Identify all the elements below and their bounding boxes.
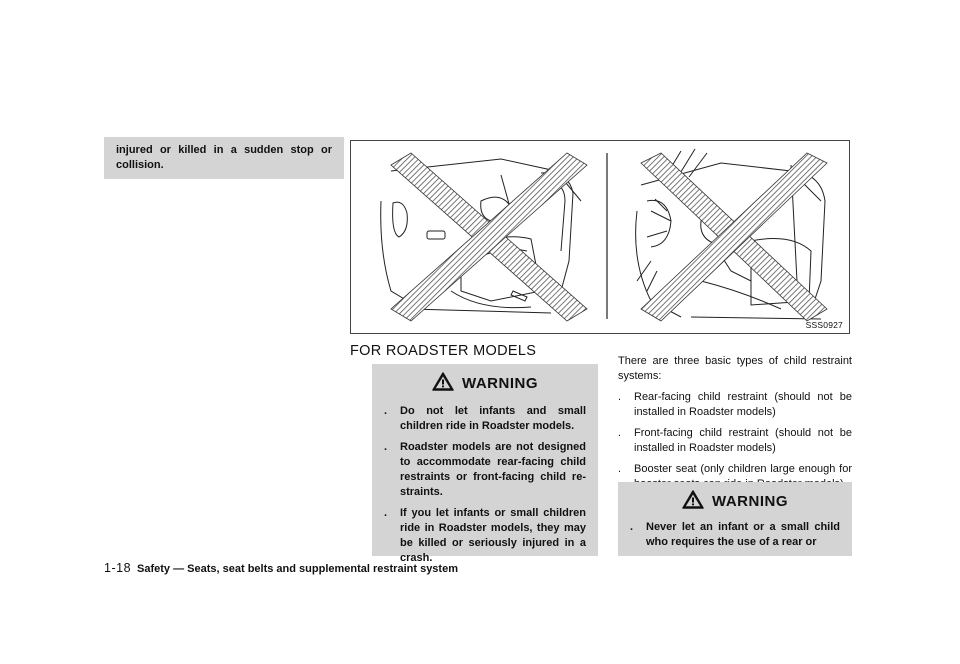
list-item: . Front-facing child restraint (should not be installed in Roadster models) <box>618 427 852 454</box>
warning-triangle-icon <box>682 490 704 513</box>
illustration-drawing <box>351 141 849 333</box>
warning-title: WARNING <box>462 375 538 392</box>
warning-list <box>630 520 840 556</box>
warning-item: . Do not let infants and small children ride in Roadster models. <box>384 405 586 432</box>
left-prohibition-x <box>391 153 587 321</box>
child-restraint-illustration <box>350 140 850 334</box>
warning-box-infant <box>618 482 852 556</box>
right-prohibition-x <box>641 153 827 321</box>
warning-header <box>372 372 598 395</box>
chapter-title: Safety — Seats, seat belts and supplemental restraint system <box>137 563 458 575</box>
intro-paragraph: There are three basic types of child restraint systems: <box>618 355 852 382</box>
section-heading: FOR ROADSTER MODELS <box>350 343 537 359</box>
warning-item: . If you let infants or small children ride in Roadster models, they may be killed or seriously injured in a crash. <box>384 507 586 564</box>
list-item: . Booster seat (only children large enough for <box>618 463 852 475</box>
figure-code: SSS0927 <box>805 320 843 330</box>
warning-continuation-box <box>104 137 344 179</box>
warning-header <box>618 490 852 513</box>
warning-triangle-icon <box>432 372 454 395</box>
warning-continuation-text: injured or killed in a sudden stop or collision. <box>116 144 332 171</box>
warning-title: WARNING <box>712 493 788 510</box>
page-number: 1-18 <box>104 561 132 575</box>
warning-item: . Roadster models are not designed to accommodate rear-facing child restraints or front-facing child re-straints. <box>384 441 586 498</box>
warning-item: . Never let an infant or a small child who requires the use of a rear or <box>630 521 840 548</box>
warning-list <box>384 404 586 572</box>
list-item: . Rear-facing child restraint (should not be installed in Roadster models) <box>618 391 852 418</box>
page-footer <box>104 561 458 575</box>
warning-box-roadster <box>372 364 598 564</box>
